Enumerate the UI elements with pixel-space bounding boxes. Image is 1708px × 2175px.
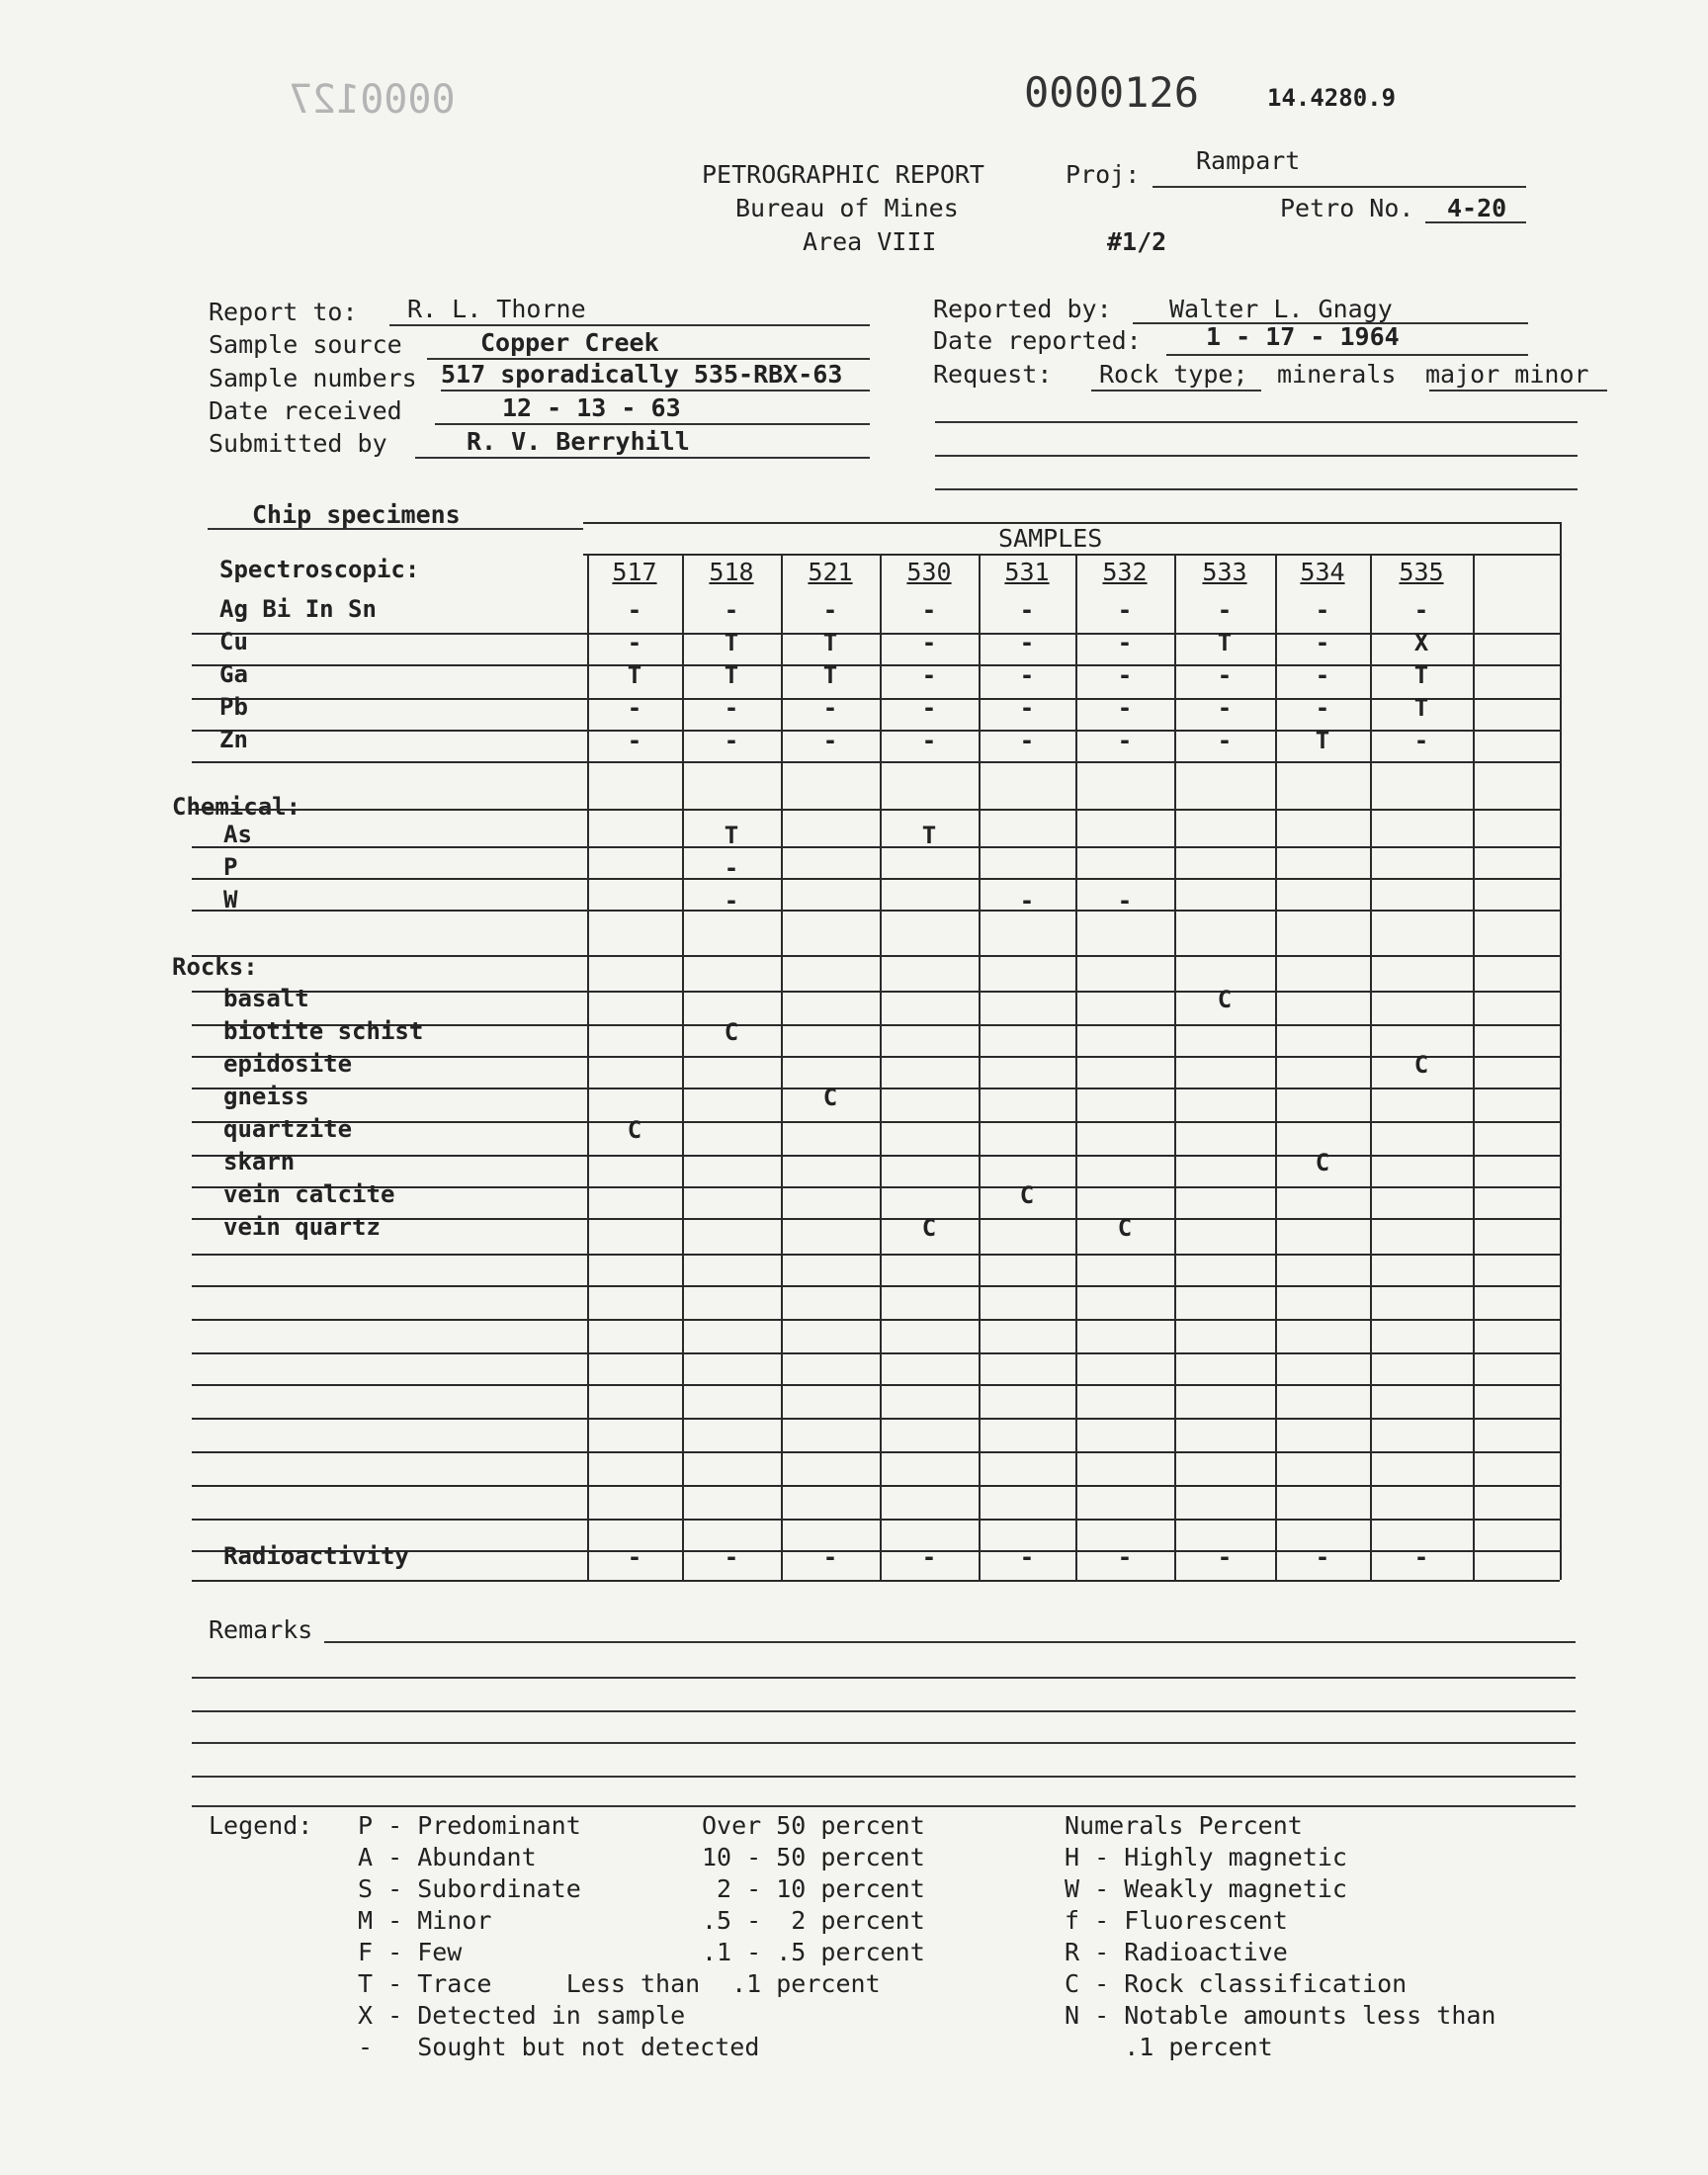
column-divider (880, 554, 882, 1580)
table-cell: T (1413, 694, 1429, 722)
table-cell: - (1019, 727, 1035, 754)
element-row-label: W (223, 886, 238, 914)
table-cell: - (822, 727, 838, 754)
table-cell: - (1217, 727, 1233, 754)
request-rock-type-underline (1091, 390, 1261, 392)
table-cell: - (1315, 694, 1330, 722)
area-name: Area VIII (803, 227, 937, 256)
legend-range: Over 50 percent (702, 1811, 925, 1840)
element-row-label: Pb (219, 693, 248, 721)
column-header: 532 (1102, 558, 1148, 586)
table-cell: - (1117, 629, 1133, 656)
file-reference: 14.4280.9 (1267, 84, 1397, 112)
legend-symbol: .1 percent (1065, 2033, 1273, 2061)
legend-symbol: W - Weakly magnetic (1065, 1874, 1347, 1903)
row-rule (192, 1285, 1560, 1287)
request-blank-line-1 (935, 421, 1578, 423)
table-cell: - (724, 1543, 739, 1571)
table-cell: - (1117, 694, 1133, 722)
remarks-label: Remarks (209, 1615, 313, 1644)
row-rule (192, 991, 1560, 993)
column-divider (1174, 554, 1176, 1580)
table-cell: - (724, 694, 739, 722)
table-cell: T (1315, 727, 1330, 754)
table-cell: C (822, 1084, 838, 1111)
petro-value: 4-20 (1447, 194, 1507, 222)
table-cell: T (822, 661, 838, 689)
table-cell: - (1019, 887, 1035, 914)
column-divider (1275, 554, 1277, 1580)
reported-by-label: Reported by: (933, 295, 1112, 323)
table-cell: T (724, 629, 739, 656)
table-cell: - (724, 854, 739, 882)
column-divider (1370, 554, 1372, 1580)
table-cell: - (921, 694, 937, 722)
legend-code: - Sought but not detected (358, 2033, 760, 2061)
table-cell: T (822, 629, 838, 656)
row-rule (192, 761, 1560, 763)
column-divider (1473, 554, 1475, 1580)
table-cell: - (1217, 596, 1233, 624)
petro-underline (1425, 221, 1526, 223)
row-rule (192, 1451, 1560, 1453)
remarks-line-5 (192, 1776, 1576, 1778)
samples-label: SAMPLES (998, 524, 1103, 553)
table-cell: - (1315, 1543, 1330, 1571)
legend-symbol: C - Rock classification (1065, 1969, 1408, 1998)
page-number: #1/2 (1107, 227, 1167, 256)
row-rule (192, 730, 1560, 732)
column-header: 531 (1004, 558, 1050, 586)
legend-range: 10 - 50 percent (702, 1843, 925, 1871)
table-cell: - (1019, 1543, 1035, 1571)
document-stamp-number: 0000126 (1024, 68, 1200, 117)
table-cell: C (921, 1214, 937, 1242)
row-rule (192, 1319, 1560, 1321)
column-header: 517 (612, 558, 657, 586)
faded-stamp-number: 0000127 (289, 77, 456, 123)
sample-numbers-value: 517 sporadically 535-RBX-63 (441, 360, 843, 389)
rock-row-label: vein quartz (223, 1213, 381, 1241)
table-cell: - (627, 596, 642, 624)
legend-symbol: H - Highly magnetic (1065, 1843, 1347, 1871)
row-rule (192, 1418, 1560, 1420)
legend-symbol: N - Notable amounts less than (1065, 2001, 1496, 2030)
element-row-label: As (223, 821, 252, 848)
legend-code: F - Few (358, 1938, 463, 1966)
report-title: PETROGRAPHIC REPORT (702, 160, 984, 189)
table-cell: - (1117, 661, 1133, 689)
date-reported-underline (1166, 354, 1528, 356)
table-cell: - (921, 596, 937, 624)
table-cell: T (627, 661, 642, 689)
column-divider (682, 554, 684, 1580)
table-cell: - (724, 727, 739, 754)
table-cell: X (1413, 629, 1429, 656)
column-header: 533 (1202, 558, 1247, 586)
table-cell: - (1315, 629, 1330, 656)
row-rule (192, 809, 1560, 811)
legend-range: .1 percent (702, 1969, 881, 1998)
element-row-label: Ag Bi In Sn (219, 595, 377, 623)
row-rule (192, 1218, 1560, 1220)
reported-by-value: Walter L. Gnagy (1169, 295, 1393, 323)
rock-row-label: gneiss (223, 1083, 309, 1110)
legend-code: A - Abundant (358, 1843, 537, 1871)
row-rule (192, 955, 1560, 957)
table-cell: - (822, 694, 838, 722)
table-cell: - (1117, 727, 1133, 754)
legend-range: .1 - .5 percent (702, 1938, 925, 1966)
column-divider (781, 554, 783, 1580)
sample-numbers-underline (441, 390, 870, 392)
sample-numbers-label: Sample numbers (209, 364, 417, 392)
date-reported-value: 1 - 17 - 1964 (1206, 322, 1400, 351)
row-rule (192, 633, 1560, 635)
row-rule (192, 878, 1560, 880)
remarks-line-2 (192, 1677, 1576, 1679)
table-cell: T (1217, 629, 1233, 656)
table-right-border (1560, 522, 1562, 1580)
column-header: 521 (808, 558, 853, 586)
proj-label: Proj: (1066, 160, 1141, 189)
legend-code: X - Detected in sample (358, 2001, 686, 2030)
element-row-label: P (223, 853, 238, 881)
table-cell: - (1315, 596, 1330, 624)
request-rock-type: Rock type; (1099, 360, 1248, 389)
table-cell: C (1117, 1214, 1133, 1242)
legend-symbol: f - Fluorescent (1065, 1906, 1288, 1935)
legend-code: M - Minor (358, 1906, 492, 1935)
chip-specimens-underline (208, 528, 583, 530)
table-cell: - (627, 727, 642, 754)
row-rule (192, 1485, 1560, 1487)
row-rule (192, 1088, 1560, 1089)
column-divider (1075, 554, 1077, 1580)
remarks-line-3 (192, 1710, 1576, 1712)
remarks-line-6 (192, 1805, 1576, 1807)
table-cell: - (1413, 1543, 1429, 1571)
column-header: 534 (1300, 558, 1345, 586)
date-reported-label: Date reported: (933, 326, 1142, 355)
rock-row-label: epidosite (223, 1050, 353, 1078)
row-rule (192, 1186, 1560, 1188)
table-cell: - (1117, 1543, 1133, 1571)
rock-row-label: quartzite (223, 1115, 353, 1143)
table-cell: - (724, 596, 739, 624)
table-cell: C (627, 1116, 642, 1144)
row-rule (192, 1580, 1560, 1582)
table-cell: T (724, 822, 739, 849)
table-cell: - (1019, 629, 1035, 656)
sample-source-value: Copper Creek (480, 328, 659, 357)
element-row-label: Zn (219, 726, 248, 753)
element-row-label: Ga (219, 660, 248, 688)
table-cell: C (1413, 1051, 1429, 1079)
request-blank-line-2 (935, 455, 1578, 457)
proj-value: Rampart (1196, 146, 1301, 175)
legend-code: P - Predominant (358, 1811, 581, 1840)
report-to-label: Report to: (209, 298, 358, 326)
row-rule (192, 910, 1560, 912)
table-cell: - (1117, 887, 1133, 914)
request-blank-line-3 (935, 488, 1578, 490)
chemical-label: Chemical: (172, 793, 301, 821)
table-cell: - (921, 727, 937, 754)
table-cell: C (1217, 986, 1233, 1013)
table-cell: - (1117, 596, 1133, 624)
column-divider (587, 554, 589, 1580)
request-major-minor: major minor (1425, 360, 1589, 389)
report-to-underline (389, 324, 870, 326)
proj-underline (1153, 186, 1526, 188)
report-to-value: R. L. Thorne (407, 295, 586, 323)
legend-range: 2 - 10 percent (702, 1874, 925, 1903)
table-cell: - (822, 1543, 838, 1571)
row-rule (192, 1352, 1560, 1354)
row-rule (192, 664, 1560, 666)
table-cell: T (724, 661, 739, 689)
legend-code: T - Trace Less than (358, 1969, 701, 1998)
remarks-line-1 (324, 1641, 1576, 1643)
table-cell: - (822, 596, 838, 624)
request-minerals: minerals (1277, 360, 1397, 389)
table-cell: C (1315, 1149, 1330, 1176)
table-cell: - (1315, 661, 1330, 689)
rock-row-label: basalt (223, 985, 309, 1012)
table-cell: - (627, 629, 642, 656)
table-cell: - (921, 629, 937, 656)
table-cell: - (921, 661, 937, 689)
column-header: 518 (709, 558, 754, 586)
legend-range: .5 - 2 percent (702, 1906, 925, 1935)
request-major-minor-underline (1429, 390, 1607, 392)
table-cell: - (1413, 596, 1429, 624)
column-header: 530 (906, 558, 952, 586)
remarks-line-4 (192, 1742, 1576, 1744)
legend-symbol: R - Radioactive (1065, 1938, 1288, 1966)
radioactivity-label: Radioactivity (223, 1542, 409, 1570)
date-received-label: Date received (209, 396, 402, 425)
row-rule (192, 846, 1560, 848)
rocks-label: Rocks: (172, 953, 258, 981)
date-received-underline (435, 423, 870, 425)
table-cell: - (627, 1543, 642, 1571)
legend-label: Legend: (209, 1811, 313, 1840)
submitted-by-label: Submitted by (209, 429, 387, 458)
agency-name: Bureau of Mines (735, 194, 959, 222)
row-rule (192, 1254, 1560, 1256)
request-label: Request: (933, 360, 1053, 389)
table-cell: - (1019, 694, 1035, 722)
table-cell: - (1019, 596, 1035, 624)
row-rule (192, 1056, 1560, 1058)
table-cell: T (921, 822, 937, 849)
row-rule (192, 1519, 1560, 1521)
table-cell: - (921, 1543, 937, 1571)
column-divider (979, 554, 981, 1580)
rock-row-label: vein calcite (223, 1180, 395, 1208)
rock-row-label: biotite schist (223, 1017, 424, 1045)
row-rule (192, 1384, 1560, 1386)
row-rule (192, 1155, 1560, 1157)
legend-code: S - Subordinate (358, 1874, 581, 1903)
element-row-label: Cu (219, 628, 248, 655)
table-cell: - (1019, 661, 1035, 689)
row-rule (192, 1121, 1560, 1123)
rock-row-label: skarn (223, 1148, 296, 1175)
table-cell: T (1413, 661, 1429, 689)
samples-divider (583, 554, 1560, 556)
table-cell: C (724, 1018, 739, 1046)
table-cell: - (1217, 694, 1233, 722)
date-received-value: 12 - 13 - 63 (502, 393, 681, 422)
table-cell: - (1413, 727, 1429, 754)
chip-specimens-heading: Chip specimens (252, 500, 461, 529)
sample-source-label: Sample source (209, 330, 402, 359)
table-cell: - (1217, 661, 1233, 689)
column-header: 535 (1399, 558, 1444, 586)
petro-label: Petro No. (1280, 194, 1414, 222)
submitted-by-underline (415, 457, 870, 459)
table-cell: - (1217, 1543, 1233, 1571)
submitted-by-value: R. V. Berryhill (467, 427, 690, 456)
table-cell: - (627, 694, 642, 722)
row-rule (192, 698, 1560, 700)
table-cell: C (1019, 1181, 1035, 1209)
spectroscopic-label: Spectroscopic: (219, 556, 420, 583)
table-cell: - (724, 887, 739, 914)
legend-symbol: Numerals Percent (1065, 1811, 1303, 1840)
